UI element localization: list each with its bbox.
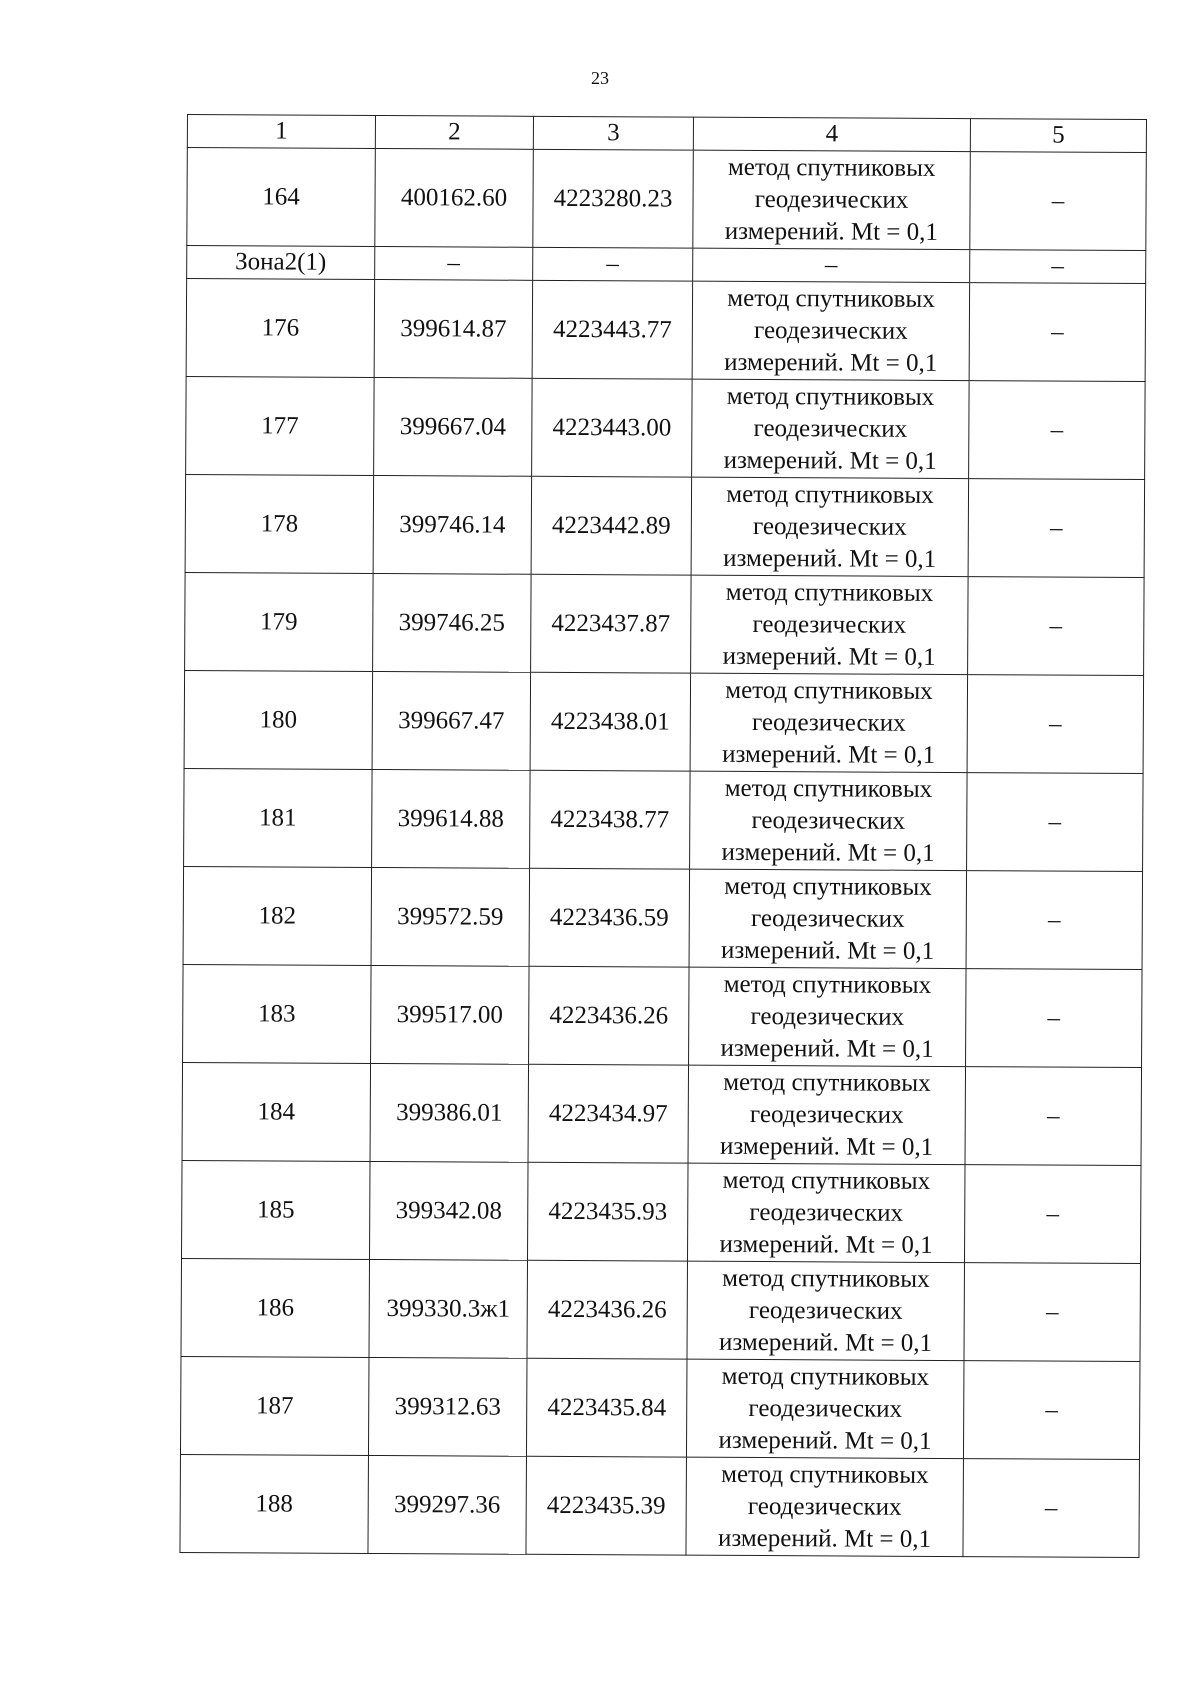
method-line: измерений. Mt = 0,1 (723, 544, 937, 573)
note-cell: – (966, 969, 1143, 1068)
y-coordinate-cell: 4223443.00 (532, 378, 693, 477)
x-coordinate-cell: 399386.01 (370, 1063, 529, 1162)
zone-row (187, 246, 1146, 284)
point-number-cell: 180 (184, 670, 373, 769)
method-line: измерений. Mt = 0,1 (720, 1034, 934, 1063)
method-cell (692, 281, 970, 380)
y-coordinate-cell: 4223436.26 (527, 1260, 688, 1359)
method-line: измерений. Mt = 0,1 (719, 1132, 934, 1161)
method-line: измерений. Mt = 0,1 (719, 1230, 933, 1259)
header-row (187, 115, 1146, 153)
header-col-5: 5 (970, 119, 1146, 153)
x-coordinate-cell: 399614.88 (372, 769, 531, 868)
x-coordinate-cell: 399667.04 (374, 377, 533, 476)
point-number-cell: 186 (181, 1258, 370, 1357)
method-line: метод спутниковых (722, 1166, 931, 1195)
y-coordinate-cell: 4223438.77 (530, 770, 691, 869)
method-line: измерений. Mt = 0,1 (717, 1524, 932, 1553)
point-number-cell: 177 (186, 376, 375, 475)
table-row (184, 768, 1144, 871)
method-line: метод спутниковых (726, 480, 934, 509)
method-cell (688, 1163, 966, 1262)
y-coordinate-cell: 4223438.01 (530, 672, 691, 771)
y-coordinate-cell: 4223435.93 (528, 1162, 689, 1261)
x-coordinate-cell: 399517.00 (371, 965, 530, 1064)
x-coordinate-cell: 399614.87 (374, 279, 533, 378)
x-coordinate-cell: 399746.14 (373, 475, 532, 574)
method-line: измерений. Mt = 0,1 (721, 838, 935, 867)
table-row (184, 670, 1143, 773)
x-coordinate-cell: 399312.63 (368, 1357, 527, 1456)
point-number-cell: 183 (183, 964, 372, 1063)
header-col-1: 1 (187, 115, 375, 149)
point-number-cell: 182 (183, 866, 372, 965)
method-line: геодезических (752, 610, 907, 639)
y-coordinate-cell: 4223442.89 (531, 476, 692, 575)
note-cell: – (967, 675, 1144, 774)
y-coordinate-cell: 4223280.23 (533, 149, 694, 248)
point-number-cell: 164 (187, 148, 376, 247)
note-cell: – (963, 1459, 1140, 1558)
table-row (183, 866, 1142, 969)
note-cell: – (966, 871, 1143, 970)
method-line: измерений. Mt = 0,1 (718, 1426, 932, 1455)
method-line: геодезических (752, 512, 907, 541)
method-line: геодезических (749, 1198, 904, 1227)
point-number-cell: 179 (185, 572, 374, 671)
note-cell: – (964, 1263, 1141, 1362)
method-line: геодезических (748, 1296, 903, 1325)
note-cell: – (968, 577, 1145, 676)
point-number-cell: 187 (180, 1356, 369, 1455)
method-cell (691, 575, 969, 674)
method-line: метод спутниковых (724, 872, 932, 901)
method-line: измерений. Mt = 0,1 (722, 740, 936, 769)
method-line: геодезических (750, 1002, 905, 1031)
table-body (180, 148, 1146, 1558)
y-coordinate-cell: 4223436.26 (529, 966, 690, 1065)
method-line: измерений. Mt = 0,1 (723, 446, 937, 475)
note-cell: – (970, 152, 1147, 251)
table-row (183, 964, 1143, 1067)
method-cell (693, 150, 971, 249)
header-col-4: 4 (693, 117, 970, 151)
header-col-2: 2 (375, 115, 533, 149)
table-row (182, 1160, 1142, 1263)
method-cell (688, 1065, 966, 1164)
method-cell (690, 673, 968, 772)
method-line: измерений. Mt = 0,1 (721, 936, 935, 965)
point-number-cell: 181 (184, 768, 373, 867)
method-line: измерений. Mt = 0,1 (718, 1328, 933, 1357)
point-number-cell: 176 (186, 279, 375, 378)
method-cell: – (693, 248, 970, 282)
method-cell (689, 967, 967, 1066)
table-row (185, 572, 1145, 675)
note-cell: – (968, 479, 1145, 578)
y-coordinate-cell: 4223435.84 (526, 1358, 687, 1457)
method-line: метод спутниковых (722, 1264, 930, 1293)
method-line: метод спутниковых (725, 578, 934, 607)
table-row (182, 1062, 1141, 1165)
y-coordinate-cell: 4223437.87 (531, 574, 692, 673)
method-line: геодезических (754, 185, 909, 214)
y-coordinate-cell: – (533, 247, 693, 281)
method-cell (686, 1359, 964, 1458)
method-cell (691, 477, 969, 576)
method-line: метод спутниковых (726, 382, 935, 411)
x-coordinate-cell: 399297.36 (368, 1455, 527, 1554)
method-line: геодезических (747, 1492, 902, 1521)
y-coordinate-cell: 4223443.77 (532, 280, 693, 379)
point-number-cell: 185 (182, 1160, 371, 1259)
x-coordinate-cell: 399667.47 (372, 671, 531, 770)
table-row (180, 1454, 1139, 1557)
table-row (186, 279, 1145, 382)
method-line: метод спутниковых (727, 284, 935, 313)
method-cell (687, 1261, 965, 1360)
table-row (180, 1356, 1140, 1459)
point-number-cell: Зона2(1) (187, 246, 375, 280)
method-cell (690, 771, 968, 870)
method-line: метод спутниковых (724, 774, 933, 803)
method-line: метод спутниковых (721, 1460, 929, 1489)
coordinates-table (179, 114, 1147, 1558)
y-coordinate-cell: 4223435.39 (526, 1456, 687, 1555)
table-header (187, 115, 1146, 153)
table-row (186, 376, 1146, 479)
x-coordinate-cell: 399342.08 (370, 1161, 529, 1260)
method-line: геодезических (751, 806, 906, 835)
note-cell: – (969, 283, 1146, 382)
header-col-3: 3 (533, 116, 693, 150)
x-coordinate-cell: 399572.59 (371, 867, 530, 966)
method-line: геодезических (750, 904, 905, 933)
method-line: метод спутниковых (721, 1362, 930, 1391)
method-line: измерений. Mt = 0,1 (722, 642, 936, 671)
y-coordinate-cell: 4223434.97 (528, 1064, 689, 1163)
point-number-cell: 178 (185, 474, 374, 573)
table-row (187, 148, 1146, 251)
note-cell: – (963, 1361, 1140, 1460)
note-cell: – (965, 1067, 1142, 1166)
method-line: геодезических (753, 414, 908, 443)
method-line: геодезических (754, 316, 908, 345)
method-cell (686, 1457, 964, 1556)
x-coordinate-cell: 399330.3ж1 (369, 1259, 528, 1358)
method-line: измерений. Mt = 0,1 (724, 217, 938, 246)
method-line: метод спутниковых (723, 1068, 931, 1097)
note-cell: – (969, 381, 1146, 480)
page-number: 23 (591, 68, 609, 88)
y-coordinate-cell: 4223436.59 (529, 868, 690, 967)
table-row (181, 1258, 1140, 1361)
method-line: метод спутниковых (723, 970, 932, 999)
method-line: метод спутниковых (727, 153, 936, 182)
note-cell: – (970, 250, 1146, 284)
method-line: метод спутниковых (725, 676, 933, 705)
table-row (185, 474, 1144, 577)
method-cell (692, 379, 970, 478)
method-line: геодезических (749, 1100, 904, 1129)
method-line: измерений. Mt = 0,1 (724, 348, 938, 377)
method-line: геодезических (751, 708, 906, 737)
x-coordinate-cell: – (375, 246, 533, 280)
method-cell (689, 869, 967, 968)
note-cell: – (967, 773, 1144, 872)
x-coordinate-cell: 400162.60 (375, 148, 534, 247)
point-number-cell: 184 (182, 1062, 371, 1161)
x-coordinate-cell: 399746.25 (373, 573, 532, 672)
point-number-cell: 188 (180, 1454, 369, 1553)
method-line: геодезических (748, 1394, 903, 1423)
note-cell: – (964, 1165, 1141, 1264)
